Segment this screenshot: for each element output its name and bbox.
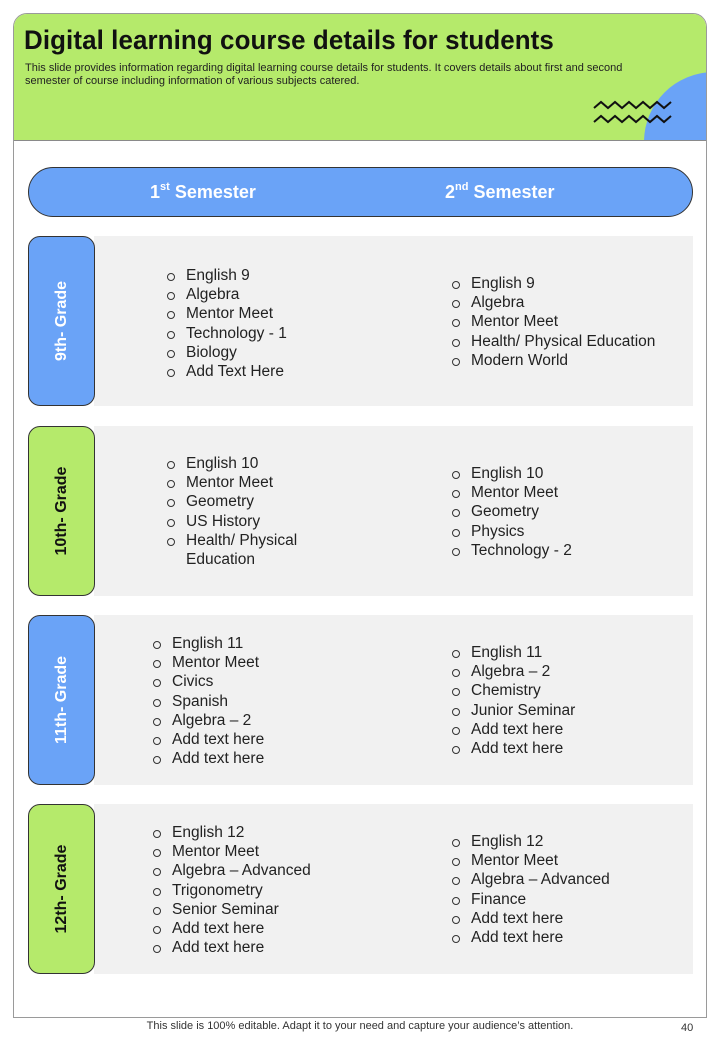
course-item: Add text here [452,739,682,758]
course-item: Biology [167,343,337,362]
course-item: English 12 [452,832,682,851]
slide-frame [13,13,707,1018]
course-item: Algebra – 2 [452,662,682,681]
semester-1-label: 1st Semester [150,181,256,202]
course-item: Mentor Meet [153,653,323,672]
course-item: Physics [452,522,682,541]
page-subtitle: This slide provides information regarding digital learning course details for students. It covers details about first and second semester of course including information of various subjects catered. [25,62,623,87]
course-item: Add text here [153,749,323,768]
course-item: Add text here [153,919,323,938]
course-item: English 9 [452,274,682,293]
course-item: Algebra – 2 [153,711,323,730]
grade-tab [28,615,95,785]
course-item: Health/ Physical Education [452,332,682,351]
semester-1-course-list [153,634,323,768]
course-item: Add text here [452,928,682,947]
course-item: Technology - 1 [167,324,337,343]
course-item: Trigonometry [153,881,323,900]
course-item: Modern World [452,351,682,370]
course-item: Technology - 2 [452,541,682,560]
course-item: US History [167,512,337,531]
course-item: Health/ Physical Education [167,531,337,569]
course-item: Add text here [153,730,323,749]
page-number: 40 [681,1022,694,1034]
course-item: Mentor Meet [452,851,682,870]
course-item: Junior Seminar [452,701,682,720]
course-item: Add text here [153,938,323,957]
grade-row [28,426,693,596]
course-item: Civics [153,672,323,691]
grade-row [28,236,693,406]
course-item: Spanish [153,692,323,711]
course-item: Mentor Meet [452,312,682,331]
semester-2-course-list [452,832,682,947]
course-item: English 10 [452,464,682,483]
semester-2-course-list [452,464,682,560]
grade-row [28,804,693,974]
course-item: Algebra – Advanced [452,870,682,889]
course-item: Geometry [452,502,682,521]
grade-tab [28,236,95,406]
course-item: Geometry [167,492,337,511]
grade-label: 9th- Grade [52,280,70,362]
course-item: Mentor Meet [153,842,323,861]
course-item: English 12 [153,823,323,842]
semester-1-course-list [167,454,337,569]
footer-note: This slide is 100% editable. Adapt it to your need and capture your audience’s attention. [146,1020,574,1032]
semester-1-course-list [167,266,337,381]
course-item: English 11 [452,643,682,662]
grade-tab [28,426,95,596]
semester-2-course-list [452,274,682,370]
grade-row [28,615,693,785]
course-item: English 10 [167,454,337,473]
page-title: Digital learning course details for students [24,25,554,55]
semester-header-bar [28,167,693,217]
course-item: Algebra [452,293,682,312]
course-item: Algebra – Advanced [153,861,323,880]
course-item: Algebra [167,285,337,304]
zigzag-decoration-icon [592,98,676,128]
course-item: Senior Seminar [153,900,323,919]
course-item: Mentor Meet [167,304,337,323]
course-item: Mentor Meet [167,473,337,492]
grade-tab [28,804,95,974]
semester-1-course-list [153,823,323,957]
grade-label: 11th- Grade [52,655,70,745]
semester-2-label: 2nd Semester [445,181,555,202]
course-item: Add Text Here [167,362,337,381]
grade-label: 10th- Grade [52,466,70,556]
semester-2-course-list [452,643,682,758]
course-item: Add text here [452,909,682,928]
grade-label: 12th- Grade [52,844,70,934]
course-item: Mentor Meet [452,483,682,502]
course-item: English 11 [153,634,323,653]
course-item: Chemistry [452,681,682,700]
course-item: Finance [452,890,682,909]
course-item: English 9 [167,266,337,285]
course-item: Add text here [452,720,682,739]
header-banner [14,14,706,141]
